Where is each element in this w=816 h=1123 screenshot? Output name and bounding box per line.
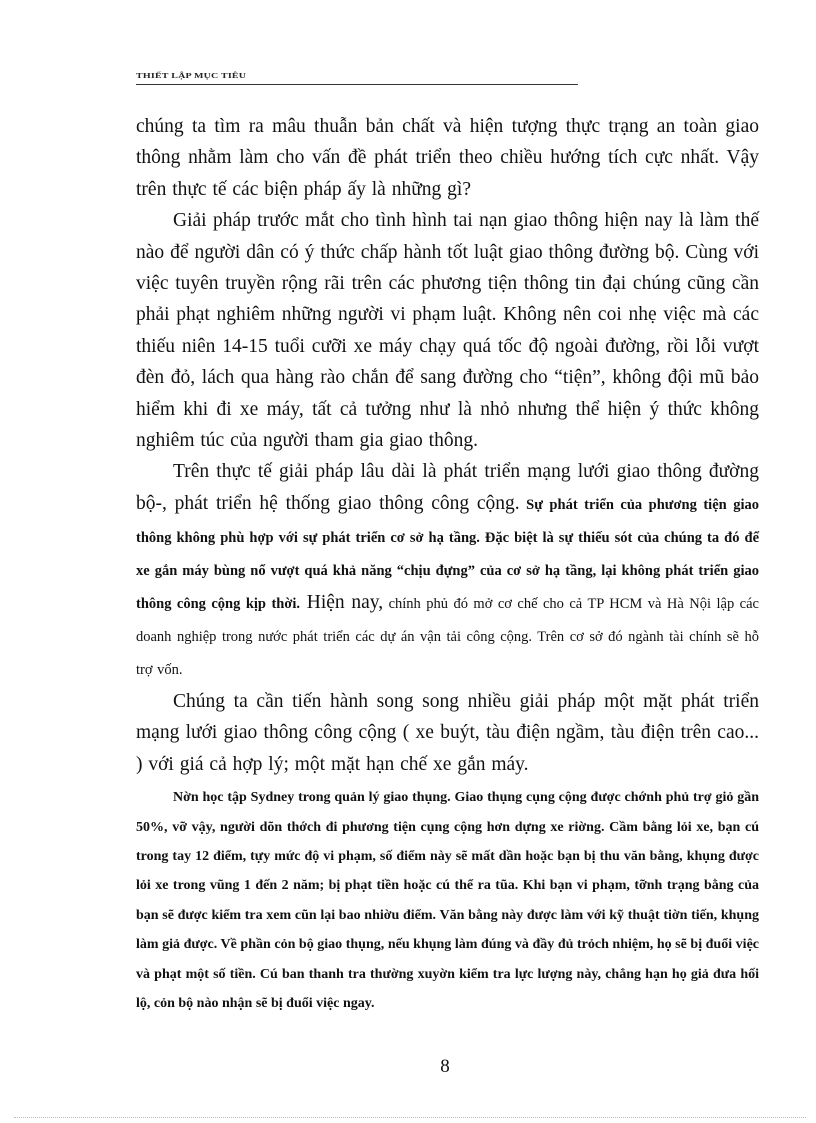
paragraph-4: Chúng ta cần tiến hành song song nhiều giải pháp một mặt phát triển mạng lưới giao thông công cộng ( xe buýt, tàu điện ngầm, tàu điện trên cao... ) với giá cả hợp lý; một mặt hạn chế xe gắn máy. xyxy=(136,690,759,775)
paragraph-3-bold: Sự phát triển của phương tiện giao thông không phù hợp với sự phát triển cơ sở hạ tầng. Đặc biệt là sự thiếu sót của chúng ta đó để xe gắn máy bùng nổ vượt quá khả năng “chịu đựng” của cơ sở hạ tầng, lại không phát triển giao thông công cộng kịp thời. xyxy=(136,496,759,612)
header-text: THIẾT LẬP MỤC TIÊU xyxy=(136,71,247,80)
paragraph-2: Giải pháp trước mắt cho tình hình tai nạn giao thông hiện nay là làm thế nào để người dân có ý thức chấp hành tốt luật giao thông đường bộ. Cùng với việc tuyên truyền rộng rãi trên các phương tiện thông tin đại chúng cũng cần phải phạt nghiêm những người vi phạm luật. Không nên coi nhẹ việc mà các thiếu niên 14-15 tuổi cưỡi xe máy chạy quá tốc độ ngoài đường, rồi lỗi vượt đèn đỏ, lách qua hàng rào chắn để sang đường cho “tiện”, không đội mũ bảo hiểm khi đi xe máy, tất cả tưởng như là nhỏ nhưng thể hiện ý thức không nghiêm túc của người tham gia giao thông. xyxy=(136,210,759,452)
paragraph-1: chúng ta tìm ra mâu thuẫn bản chất và hiện tượng thực trạng an toàn giao thông nhằm làm cho vấn đề phát triển theo chiều hướng tích cực nhất. Vậy trên thực tế các biện pháp ấy là những gì? xyxy=(136,116,759,200)
page-number: 8 xyxy=(440,1056,450,1077)
paragraph-3 xyxy=(136,456,759,685)
document-body xyxy=(136,111,759,1018)
paragraph-3-start: Trên thực tế giải pháp lâu dài là phát triển mạng lưới giao thông đường bộ-, phát triển hệ thống giao thông công cộng. xyxy=(136,461,759,514)
paragraph-5: Nờn học tập Sydney trong quản lý giao thụng. Giao thụng cụng cộng được chớnh phủ trợ giỏ gần 50%, vỡ vậy, người dõn thớch đi phương tiện cụng cộng hơn dựng xe riờng. Cầm bằng lỏi xe, bạn cú trong tay 12 điểm, tựy mức độ vi phạm, số điểm này sẽ mất dần hoặc bạn bị thu văn bằng, khụng được lỏi xe trong vũng 1 đến 2 năm; bị phạt tiền hoặc cú thể ra tũa. Khi bạn vi phạm, tỡnh trạng bằng của bạn sẽ được kiểm tra xem cũn lại bao nhiờu điểm. Văn bằng này được làm với kỹ thuật tiờn tiến, khụng làm giả được. Về phần cỏn bộ giao thụng, nếu khụng làm đúng và đầy đủ trỏch nhiệm, họ sẽ bị đuổi việc và phạt một số tiền. Cú ban thanh tra thường xuyờn kiểm tra lực lượng này, chẳng hạn họ giả đưa hối lộ, cỏn bộ nào nhận sẽ bị đuổi việc ngay. xyxy=(136,790,759,1011)
page-edge-divider xyxy=(14,1117,806,1118)
paragraph-3-mid: Hiện nay, xyxy=(300,591,384,613)
paragraph-3-end: chính phủ đó mở cơ chế cho cả TP HCM và Hà Nội lập các doanh nghiệp trong nước phát triển các dự án vận tải công cộng. Trên cơ sở đó ngành tài chính sẽ hỗ trợ vốn. xyxy=(136,595,759,678)
page-header xyxy=(136,70,578,85)
